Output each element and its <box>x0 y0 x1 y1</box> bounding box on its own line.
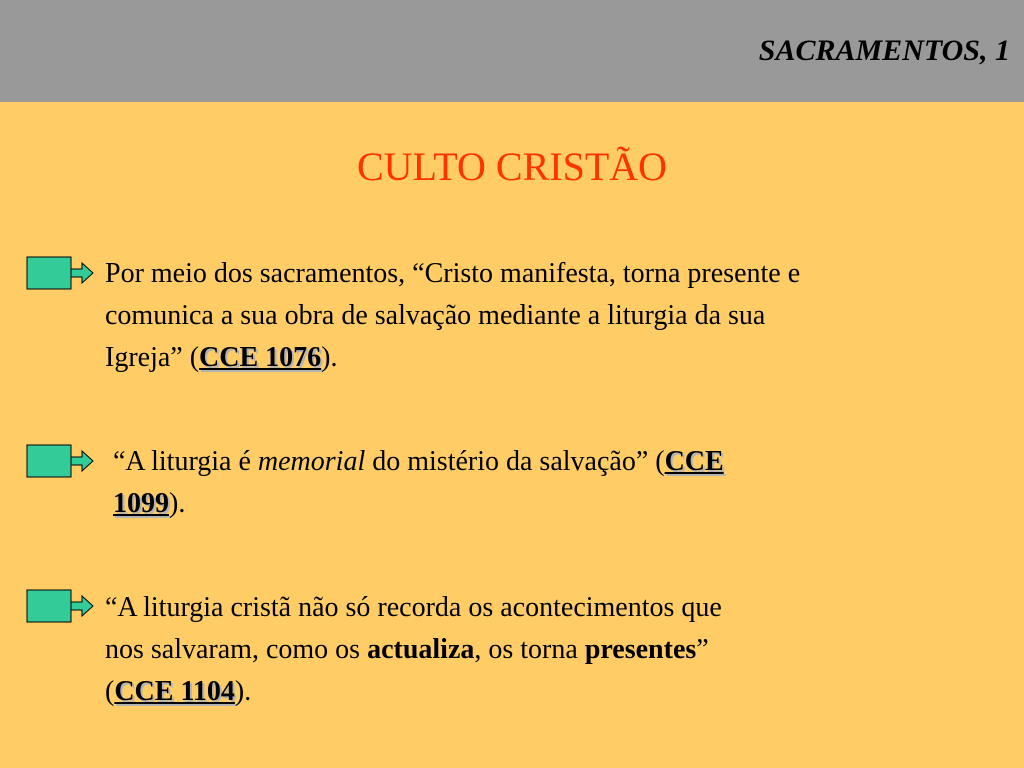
bullet-text-2 <box>113 441 724 525</box>
text-bold: presentes <box>584 634 697 665</box>
text-fragment: ). <box>169 488 186 519</box>
cce-1076-link[interactable]: CCE 1076 <box>199 342 322 373</box>
text-line <box>105 671 722 713</box>
text-fragment: nos salvaram, como os <box>105 634 368 665</box>
cce-1104-link[interactable]: CCE 1104 <box>114 676 235 707</box>
header-band <box>0 0 1024 102</box>
text-line: Por meio dos sacramentos, “Cristo manifesta, torna presente e <box>105 258 801 289</box>
text-line: comunica a sua obra de salvação mediante a liturgia da sua <box>105 300 766 331</box>
text-line <box>105 629 722 671</box>
text-fragment: “A liturgia é <box>113 446 258 477</box>
bullet-text-1 <box>105 253 800 379</box>
text-line <box>113 483 724 525</box>
text-line: “A liturgia cristã não só recorda os acontecimentos que <box>105 592 722 623</box>
slide-title: CULTO CRISTÃO <box>356 144 668 189</box>
text-line <box>105 337 800 379</box>
text-fragment: Igreja” ( <box>105 342 200 373</box>
bullet-text-3 <box>105 587 722 713</box>
text-line <box>113 441 724 483</box>
arrow-bullet-icon <box>26 256 94 290</box>
arrow-bullet-icon <box>26 589 94 623</box>
arrow-bullet-icon <box>26 444 94 478</box>
cce-1099-link-part1[interactable]: CCE <box>664 446 724 477</box>
cce-1099-link-part2[interactable]: 1099 <box>113 488 169 519</box>
text-fragment: ( <box>105 676 115 707</box>
text-emphasis: memorial <box>257 446 366 477</box>
text-bold: actualiza <box>367 634 475 665</box>
text-fragment: ). <box>321 342 338 373</box>
text-fragment: ” <box>696 634 709 665</box>
text-fragment: , os torna <box>474 634 585 665</box>
text-fragment: ). <box>234 676 252 707</box>
text-fragment: do mistério da salvação” ( <box>365 446 665 477</box>
header-title: SACRAMENTOS, 1 <box>758 34 1010 67</box>
